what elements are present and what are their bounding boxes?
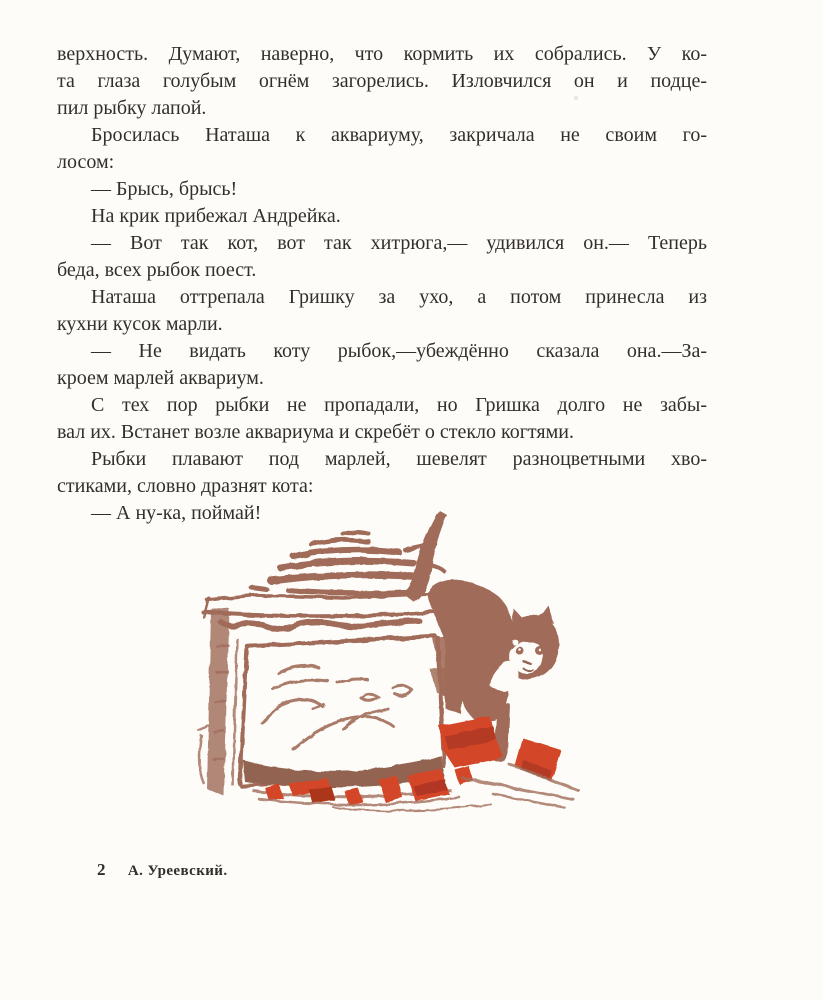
text-line: беда, всех рыбок поест. [57, 259, 257, 281]
cat-aquarium-illustration [193, 498, 593, 823]
text-line: — А ну-ка, поймай! [91, 502, 262, 524]
scan-speck [574, 96, 578, 100]
text-line: вал их. Встанет возле аквариума и скребёт о стекло когтями. [57, 421, 574, 443]
text-line: лосом: [57, 151, 115, 173]
text-line: Бросилась Наташа к аквариуму, закричала не своим го- [91, 124, 707, 146]
text-line: — Брысь, брысь! [91, 178, 238, 200]
text-block [57, 41, 707, 527]
text-line: На крик прибежал Андрейка. [91, 205, 341, 227]
text-line: кухни кусок марли. [57, 313, 223, 335]
text-line: С тех пор рыбки не пропадали, но Гришка долго не забы- [91, 394, 707, 416]
text-line: кроем марлей аквариум. [57, 367, 264, 389]
page-number: 2 [97, 860, 106, 879]
aquarium [197, 593, 467, 797]
text-line: та глаза голубым огнём загорелись. Изловчился он и подце- [57, 70, 707, 92]
footer-signature-line [97, 860, 228, 880]
text-line: — Не видать коту рыбок,—убеждённо сказала она.—За- [91, 340, 707, 362]
text-line: Рыбки плавают под марлей, шевелят разноцветными хво- [91, 448, 707, 470]
author-name: А. Уреевский. [127, 863, 228, 879]
text-line: Наташа оттрепала Гришку за ухо, а потом принесла из [91, 286, 707, 308]
text-line: пил рыбку лапой. [57, 97, 207, 119]
text-line: верхность. Думают, наверно, что кормить их собрались. У ко- [57, 43, 707, 65]
text-line: стиками, словно дразнят кота: [57, 475, 314, 497]
text-line: — Вот так кот, вот так хитрюга,— удивился он.— Теперь [91, 232, 707, 254]
